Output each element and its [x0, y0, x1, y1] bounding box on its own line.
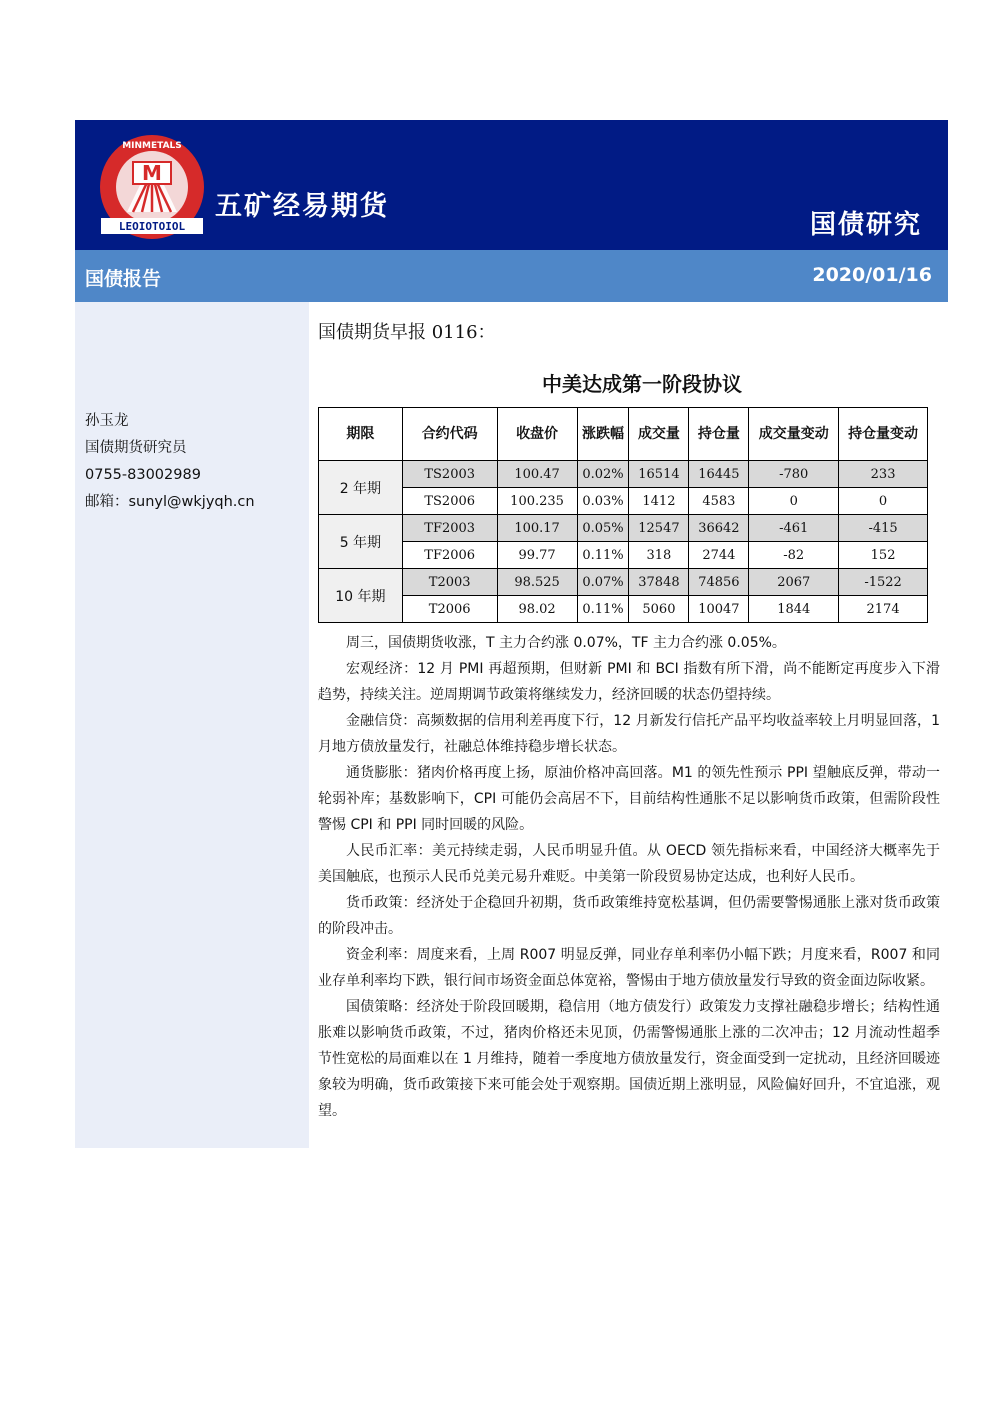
- header-open-interest: 持仓量: [689, 408, 749, 461]
- table-cell: TS2003: [402, 461, 497, 488]
- header-change: 涨跌幅: [577, 408, 629, 461]
- table-cell: 0.05%: [577, 515, 629, 542]
- table-cell: -780: [749, 461, 839, 488]
- table-cell: 5060: [629, 596, 689, 623]
- table-cell: 10047: [689, 596, 749, 623]
- table-row: [319, 542, 928, 569]
- paragraph-summary: 周三，国债期货收涨，T 主力合约涨 0.07%，TF 主力合约涨 0.05%。: [346, 635, 786, 651]
- table-row: [319, 461, 928, 488]
- table-cell: 4583: [689, 488, 749, 515]
- table-row: [319, 569, 928, 596]
- section-title: 国债研究: [809, 210, 922, 240]
- paragraph-strategy: 国债策略：经济处于阶段回暖期，稳信用（地方债发行）政策发力支撑社融稳步增长；结构性通胀难以影响货币政策，不过，猪肉价格还未见顶，仍需警惕通胀上涨的二次冲击；12 月流动性超季节性宽松的局面难以在 1 月维持，随着一季度地方债放量发行，资金面受到一定扰动，且经济回暖迹象较为明确，货币政策接下来可能会处于观察期。国债近期上涨明显，风险偏好回升，不宜追涨，观望。: [318, 999, 940, 1119]
- table-row: [319, 488, 928, 515]
- table-cell: 0.11%: [577, 542, 629, 569]
- table-cell: 74856: [689, 569, 749, 596]
- logo-text-top: MINMETALS: [122, 141, 182, 151]
- table-cell: 98.525: [497, 569, 577, 596]
- paragraph-macro: 宏观经济：12 月 PMI 再超预期，但财新 PMI 和 BCI 指数有所下滑，尚不能断定再度步入下滑趋势，持续关注。逆周期调节政策将继续发力，经济回暖的状态仍望持续。: [318, 661, 940, 703]
- table-cell: TF2003: [402, 515, 497, 542]
- table-cell: 0: [839, 488, 928, 515]
- term-cell: 2 年期: [319, 461, 403, 515]
- paragraph-inflation: 通货膨胀：猪肉价格再度上扬，原油价格冲高回落。M1 的领先性预示 PPI 望触底反弹，带动一轮弱补库；基数影响下，CPI 可能仍会高居不下，目前结构性通胀不足以影响货币政策，但需阶段性警惕 CPI 和 PPI 同时回暖的风险。: [318, 765, 940, 833]
- header-volume-change: 成交量变动: [749, 408, 839, 461]
- table-cell: 2174: [839, 596, 928, 623]
- table-cell: 16445: [689, 461, 749, 488]
- table-cell: 36642: [689, 515, 749, 542]
- table-cell: 0.07%: [577, 569, 629, 596]
- table-row: [319, 515, 928, 542]
- report-date: 2020/01/16: [812, 264, 932, 286]
- report-title: 国债期货早报 0116：: [318, 322, 496, 343]
- report-bar: [75, 250, 948, 302]
- futures-table: [318, 407, 928, 623]
- report-type: 国债报告: [85, 268, 162, 290]
- table-cell: -415: [839, 515, 928, 542]
- table-cell: 100.17: [497, 515, 577, 542]
- header-term: 期限: [319, 408, 403, 461]
- author-name: 孙玉龙: [85, 413, 129, 429]
- term-cell: 5 年期: [319, 515, 403, 569]
- table-cell: T2003: [402, 569, 497, 596]
- table-cell: T2006: [402, 596, 497, 623]
- report-body: [318, 630, 940, 1124]
- table-cell: 100.235: [497, 488, 577, 515]
- headline: 中美达成第一阶段协议: [542, 372, 742, 396]
- table-cell: 0.02%: [577, 461, 629, 488]
- table-cell: 1844: [749, 596, 839, 623]
- table-cell: 99.77: [497, 542, 577, 569]
- table-cell: 152: [839, 542, 928, 569]
- author-info: [85, 408, 255, 516]
- table-cell: 37848: [629, 569, 689, 596]
- table-cell: -82: [749, 542, 839, 569]
- table-cell: -461: [749, 515, 839, 542]
- table-cell: TS2006: [402, 488, 497, 515]
- term-cell: 10 年期: [319, 569, 403, 623]
- svg-text:M: M: [142, 161, 162, 185]
- header-oi-change: 持仓量变动: [839, 408, 928, 461]
- table-cell: 0.03%: [577, 488, 629, 515]
- table-cell: 1412: [629, 488, 689, 515]
- header-contract: 合约代码: [402, 408, 497, 461]
- company-logo-icon: [97, 132, 207, 242]
- table-cell: 2067: [749, 569, 839, 596]
- table-cell: 233: [839, 461, 928, 488]
- author-phone: 0755-83002989: [85, 467, 201, 483]
- paragraph-credit: 金融信贷：高频数据的信用利差再度下行，12 月新发行信托产品平均收益率较上月明显回落，1 月地方债放量发行，社融总体维持稳步增长状态。: [318, 713, 940, 755]
- header-close: 收盘价: [497, 408, 577, 461]
- table-cell: TF2006: [402, 542, 497, 569]
- paragraph-monetary: 货币政策：经济处于企稳回升初期，货币政策维持宽松基调，但仍需要警惕通胀上涨对货币政策的阶段冲击。: [318, 895, 940, 937]
- sidebar: [75, 302, 309, 1148]
- header-volume: 成交量: [629, 408, 689, 461]
- paragraph-fx: 人民币汇率：美元持续走弱，人民币明显升值。从 OECD 领先指标来看，中国经济大概率先于美国触底，也预示人民币兑美元易升难贬。中美第一阶段贸易协定达成，也利好人民币。: [318, 843, 940, 885]
- table-cell: 2744: [689, 542, 749, 569]
- paragraph-rates: 资金利率：周度来看，上周 R007 明显反弹，同业存单利率仍小幅下跌；月度来看，R007 和同业存单利率均下跌，银行间市场资金面总体宽裕，警惕由于地方债放量发行导致的资金面边际收紧。: [318, 947, 940, 989]
- report-header: [75, 120, 948, 250]
- table-cell: 100.47: [497, 461, 577, 488]
- table-cell: 12547: [629, 515, 689, 542]
- table-cell: 318: [629, 542, 689, 569]
- logo-text-bottom: LEOIOTOIOL: [118, 220, 186, 233]
- table-cell: 0: [749, 488, 839, 515]
- table-row: [319, 596, 928, 623]
- author-title: 国债期货研究员: [85, 440, 187, 456]
- company-name: 五矿经易期货: [215, 191, 389, 222]
- table-cell: 16514: [629, 461, 689, 488]
- author-email[interactable]: 邮箱：sunyl@wkjyqh.cn: [85, 494, 255, 510]
- table-cell: 98.02: [497, 596, 577, 623]
- table-cell: 0.11%: [577, 596, 629, 623]
- table-cell: -1522: [839, 569, 928, 596]
- table-header-row: [319, 408, 928, 461]
